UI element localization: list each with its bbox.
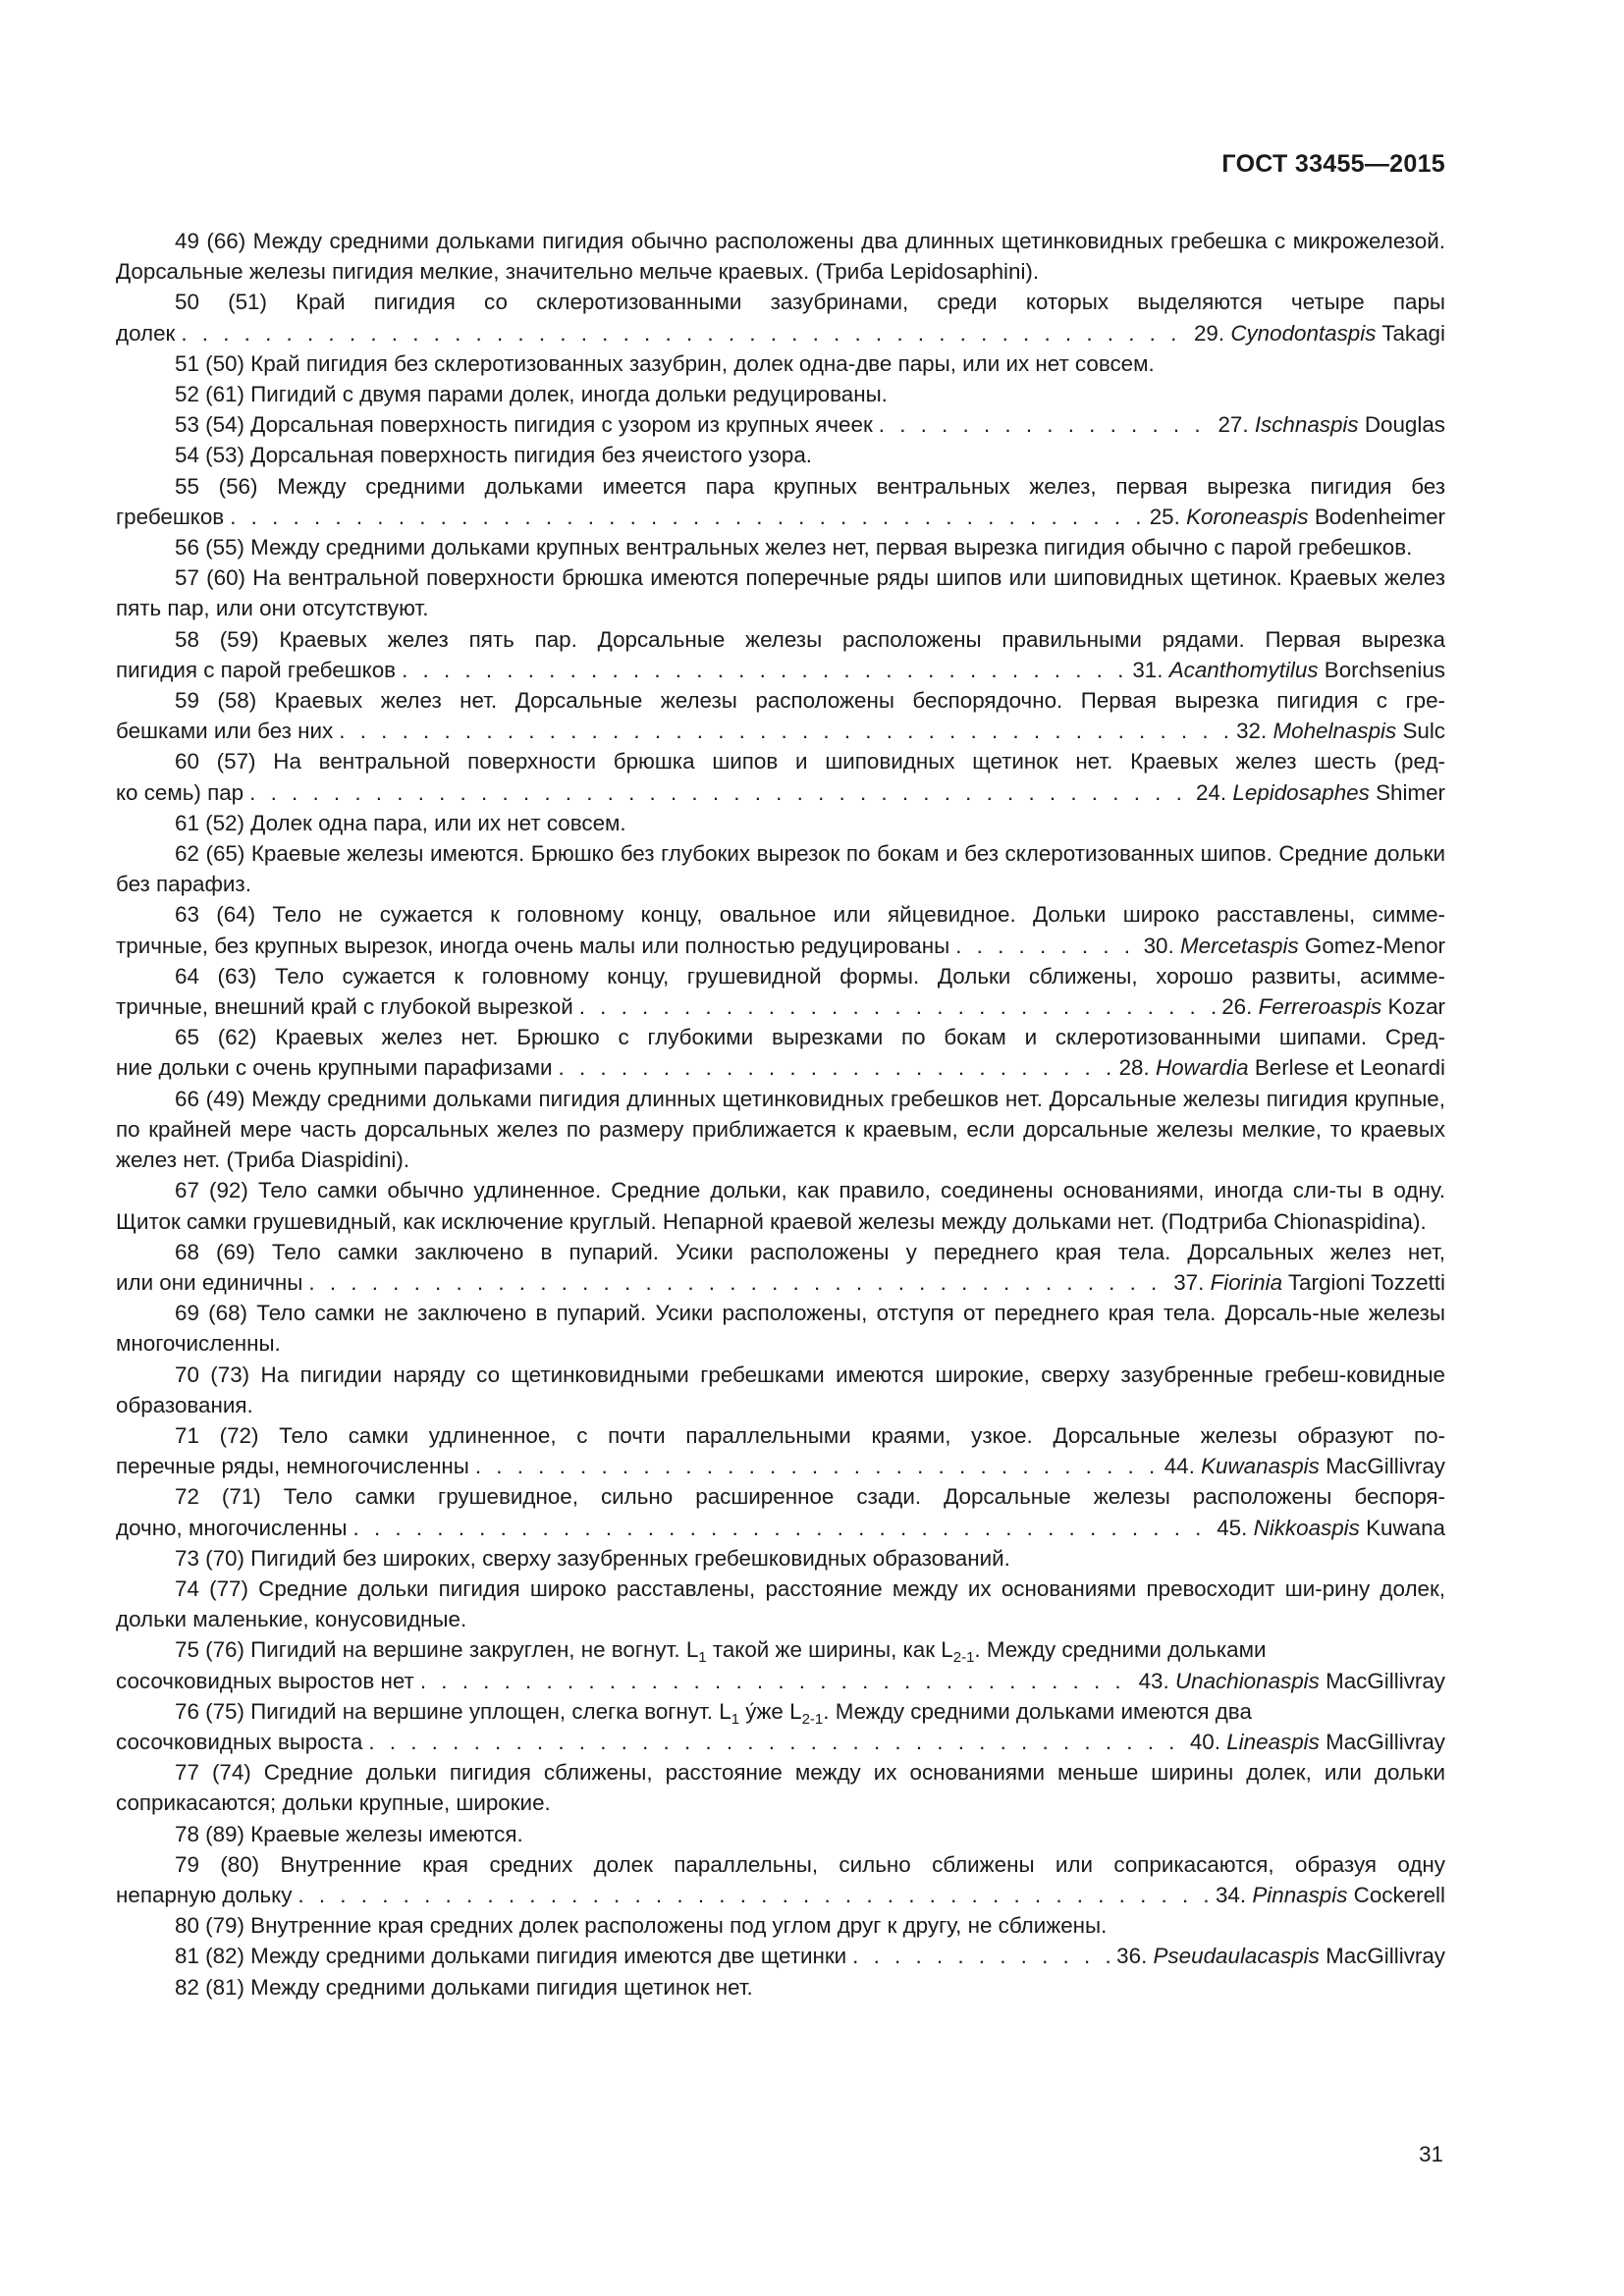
key-entry-text: 49 (66) Между средними дольками пигидия обычно расположены два длинных щетинковидных гребешка с микрожелезой. Дорсальные железы пигидия мелкие, значительно мельче краевых. (Триба Lepidosaphini).: [116, 229, 1445, 285]
key-entry: [116, 1819, 1445, 1849]
genus-reference: [1119, 1052, 1445, 1083]
key-entry-text: 51 (50) Край пигидия без склеротизованных зазубрин, долек одна-две пары, или их нет совсем.: [175, 350, 1155, 376]
key-entry-text: 80 (79) Внутренние края средних долек расположены под углом друг к другу, не сближены.: [175, 1913, 1108, 1939]
key-entry-text: 50 (51) Край пигидия со склеротизованными зазубринами, среди которых выделяются четыре пары: [175, 290, 1445, 315]
key-entry-text: 69 (68) Тело самки не заключено в пупарий. Усики расположены, отступя от переднего края тела. Дорсаль-ные железы многочисленны.: [116, 1301, 1445, 1357]
leader-line: [116, 409, 1445, 440]
leader-line: [116, 1451, 1445, 1481]
genus-reference: [1164, 1451, 1445, 1481]
entry-text-b: такой же ширины, как L: [706, 1637, 953, 1663]
reference-number: 30.: [1143, 933, 1174, 958]
genus-reference: [1218, 409, 1445, 440]
leader-text: 81 (82) Между средними дольками пигидия имеются две щетинки: [175, 1944, 847, 1969]
genus-author: Douglas: [1364, 412, 1445, 438]
key-entry: [116, 1237, 1445, 1298]
genus-name: Lineaspis: [1226, 1729, 1320, 1754]
key-entry-text: 72 (71) Тело самки грушевидное, сильно расширенное сзади. Дорсальные железы расположены беспоря-: [175, 1484, 1445, 1510]
leader-text: сосочковидных выроста: [116, 1729, 363, 1754]
leader-text: сосочковидных выростов нет: [116, 1668, 414, 1693]
genus-reference: [1217, 1513, 1445, 1543]
key-entry: [116, 287, 1445, 347]
key-entry-text: 82 (81) Между средними дольками пигидия щетинок нет.: [175, 1974, 753, 2000]
entry-text-a: 75 (76) Пигидий на вершине закруглен, не вогнут. L: [175, 1637, 699, 1663]
genus-name: Pseudaulacaspis: [1153, 1944, 1320, 1969]
dot-leader: [249, 777, 1190, 808]
subscript: 1: [731, 1710, 740, 1728]
key-entry-text: 58 (59) Краевых желез пять пар. Дорсальные железы расположены правильными рядами. Первая вырезка: [175, 626, 1445, 652]
dot-leader: [559, 1052, 1113, 1083]
key-entry-text: 59 (58) Краевых желез нет. Дорсальные железы расположены беспорядочно. Первая вырезка пигидия с гре-: [175, 688, 1445, 714]
reference-number: 26.: [1221, 994, 1253, 1020]
key-entry-text: 60 (57) На вентральной поверхности брюшка шипов и шиповидных щетинок нет. Краевых желез шесть (ред-: [175, 749, 1445, 774]
dot-leader: [298, 1880, 1210, 1910]
leader-line: [116, 991, 1445, 1022]
key-entry: [116, 1481, 1445, 1542]
reference-number: 24.: [1196, 779, 1227, 805]
genus-author: Kozar: [1387, 994, 1445, 1020]
genus-reference: [1216, 1880, 1445, 1910]
key-entry-text: 61 (52) Долек одна пара, или их нет совсем.: [175, 810, 626, 835]
key-entry-text: 71 (72) Тело самки удлиненное, с почти параллельными краями, узкое. Дорсальные железы образуют по-: [175, 1422, 1445, 1448]
key-entry-text: 74 (77) Средние дольки пигидия широко расставлены, расстояние между их основаниями превосходит ши-рину долек, дольки маленькие, конусовидные.: [116, 1575, 1445, 1632]
reference-number: 31.: [1132, 657, 1164, 682]
key-entry: [116, 1084, 1445, 1176]
genus-author: Borchsenius: [1324, 657, 1445, 682]
genus-name: Mercetaspis: [1179, 933, 1299, 958]
reference-number: 40.: [1189, 1729, 1220, 1754]
key-entry-text: 52 (61) Пигидий с двумя парами долек, иногда дольки редуцированы.: [175, 382, 888, 407]
genus-name: Nikkoaspis: [1253, 1515, 1360, 1540]
reference-number: 37.: [1173, 1269, 1205, 1295]
key-entry-text: [116, 1696, 1445, 1727]
key-entry-text: 55 (56) Между средними дольками имеется пара крупных вентральных желез, первая вырезка пигидия без: [175, 473, 1445, 499]
genus-reference: [1132, 655, 1445, 685]
dot-leader: [420, 1666, 1133, 1696]
genus-author: Takagi: [1381, 320, 1445, 346]
key-entry: [116, 1757, 1445, 1818]
dot-leader: [230, 502, 1144, 532]
key-entry-text: 68 (69) Тело самки заключено в пупарий. Усики расположены у переднего края тела. Дорсальных желез нет,: [175, 1239, 1445, 1264]
dot-leader: [879, 409, 1213, 440]
key-entry: [116, 1849, 1445, 1910]
dot-leader: [339, 716, 1230, 746]
genus-reference: [1173, 1267, 1445, 1298]
leader-text: бешками или без них: [116, 719, 334, 744]
leader-line: [116, 1267, 1445, 1298]
key-entry: [116, 808, 1445, 838]
key-entry: [116, 899, 1445, 960]
dot-leader: [579, 991, 1216, 1022]
key-entry: [116, 1360, 1445, 1420]
subscript: 2-1: [801, 1710, 824, 1728]
key-entry: [116, 471, 1445, 532]
genus-name: Koroneaspis: [1186, 504, 1309, 529]
key-entry: [116, 838, 1445, 899]
document-header: ГОСТ 33455—2015: [1221, 150, 1445, 178]
dot-leader: [402, 655, 1126, 685]
key-entry-text: 62 (65) Краевые железы имеются. Брюшко без глубоких вырезок по бокам и без склеротизованных шипов. Средние дольки без парафиз.: [116, 841, 1445, 897]
leader-line: [116, 1052, 1445, 1083]
key-entry: [116, 624, 1445, 685]
leader-line: [116, 1727, 1445, 1757]
key-entry-text: 63 (64) Тело не сужается к головному концу, овальное или яйцевидное. Дольки широко расставлены, симме-: [175, 902, 1445, 928]
key-entry: [116, 562, 1445, 623]
reference-number: 34.: [1215, 1882, 1247, 1907]
key-entry-text: 73 (70) Пигидий без широких, сверху зазубренных гребешковидных образований.: [175, 1545, 1010, 1571]
page-number: 31: [1419, 2142, 1443, 2166]
genus-author: Shimer: [1376, 779, 1445, 805]
leader-line: [116, 777, 1445, 808]
dot-leader: [852, 1941, 1110, 1971]
key-entry: [116, 1175, 1445, 1236]
key-entry: [116, 226, 1445, 287]
key-entry-text: 77 (74) Средние дольки пигидия сближены, расстояние между их основаниями меньше ширины долек, или дольки соприкасаются; дольки крупные, широкие.: [116, 1760, 1445, 1816]
leader-text: ко семь) пар: [116, 779, 244, 805]
genus-reference: [1236, 716, 1445, 746]
dot-leader: [308, 1267, 1167, 1298]
genus-name: Unachionaspis: [1174, 1668, 1320, 1693]
key-entry: [116, 1298, 1445, 1359]
leader-line: [116, 1513, 1445, 1543]
leader-line: [116, 716, 1445, 746]
leader-text: 53 (54) Дорсальная поверхность пигидия с узором из крупных ячеек: [175, 412, 873, 438]
key-entry: [116, 961, 1445, 1022]
key-entry-text: 78 (89) Краевые железы имеются.: [175, 1821, 523, 1846]
key-entry: [116, 1972, 1445, 2002]
key-entry: [116, 685, 1445, 746]
key-entry-text: [116, 1634, 1445, 1665]
key-entry-text: 64 (63) Тело сужается к головному концу, грушевидной формы. Дольки сближены, хорошо развиты, асимме-: [175, 963, 1445, 988]
leader-text: тричные, внешний край с глубокой вырезкой: [116, 994, 573, 1020]
genus-name: Mohelnaspis: [1272, 719, 1397, 744]
key-entry: [116, 1543, 1445, 1574]
leader-text: пигидия с парой гребешков: [116, 657, 397, 682]
genus-name: Howardia: [1155, 1055, 1249, 1081]
reference-number: 27.: [1218, 412, 1249, 438]
genus-author: Bodenheimer: [1314, 504, 1445, 529]
entry-text-c: . Между средними дольками имеются два: [823, 1698, 1252, 1724]
genus-reference: [1194, 318, 1445, 348]
genus-reference: [1150, 502, 1445, 532]
genus-author: Kuwana: [1366, 1515, 1445, 1540]
genus-name: Acanthomytilus: [1168, 657, 1319, 682]
genus-reference: [1139, 1666, 1445, 1696]
genus-author: Gomez-Menor: [1304, 933, 1445, 958]
genus-author: Cockerell: [1353, 1882, 1445, 1907]
entry-text-a: 76 (75) Пигидий на вершине уплощен, слегка вогнут. L: [175, 1698, 731, 1724]
key-entry: [116, 1022, 1445, 1083]
reference-number: 36.: [1116, 1944, 1148, 1969]
genus-author: MacGillivray: [1326, 1668, 1445, 1693]
subscript: 2-1: [952, 1649, 975, 1667]
leader-text: ние дольки с очень крупными парафизами: [116, 1055, 553, 1081]
leader-text: гребешков: [116, 504, 225, 529]
leader-text: тричные, без крупных вырезок, иногда очень малы или полностью редуцированы: [116, 933, 950, 958]
genus-author: Sulc: [1402, 719, 1445, 744]
key-entry-text: 66 (49) Между средними дольками пигидия длинных щетинковидных гребешков нет. Дорсальные железы пигидия крупные, по крайней мере часть дорсальных желез по размеру приближается к краевым, если дорсальные железы мелкие, то краевых желез нет. (Триба Diaspidini).: [116, 1086, 1445, 1173]
genus-reference: [1144, 931, 1445, 961]
reference-number: 43.: [1138, 1668, 1169, 1693]
key-entry-text: 54 (53) Дорсальная поверхность пигидия без ячеистого узора.: [175, 443, 813, 468]
key-entry-text: 65 (62) Краевых желез нет. Брюшко с глубокими вырезками по бокам и склеротизованными шипами. Сред-: [175, 1025, 1445, 1050]
key-entry: [116, 1941, 1445, 1971]
reference-number: 29.: [1193, 320, 1225, 346]
leader-line: [116, 931, 1445, 961]
genus-reference: [1196, 777, 1445, 808]
entry-text-c: . Между средними дольками: [974, 1637, 1267, 1663]
key-entry-text: 67 (92) Тело самки обычно удлиненное. Средние дольки, как правило, соединены основаниями, иногда сли-ты в одну. Щиток самки грушевидный, как исключение круглый. Непарной краевой железы между дольками нет. (Подтриба Chionaspidina).: [116, 1178, 1445, 1234]
key-entry: [116, 409, 1445, 440]
genus-author: MacGillivray: [1326, 1944, 1445, 1969]
genus-reference: [1221, 991, 1445, 1022]
leader-line: [116, 318, 1445, 348]
genus-name: Fiorinia: [1210, 1269, 1283, 1295]
entry-text-b: у́же L: [739, 1698, 802, 1724]
dot-leader: [353, 1513, 1212, 1543]
leader-text: непарную дольку: [116, 1882, 293, 1907]
key-entry: [116, 1574, 1445, 1634]
leader-text: долек: [116, 320, 176, 346]
key-entry: [116, 1696, 1445, 1757]
leader-line: [116, 1941, 1445, 1971]
key-entry: [116, 746, 1445, 807]
dot-leader: [181, 318, 1188, 348]
genus-reference: [1190, 1727, 1445, 1757]
genus-author: Targioni Tozzetti: [1287, 1269, 1445, 1295]
leader-line: [116, 502, 1445, 532]
identification-key: [116, 226, 1445, 2002]
leader-line: [116, 1880, 1445, 1910]
genus-name: Ischnaspis: [1254, 412, 1359, 438]
leader-line: [116, 1666, 1445, 1696]
key-entry: [116, 1634, 1445, 1695]
reference-number: 45.: [1217, 1515, 1248, 1540]
genus-author: Berlese et Leonardi: [1254, 1055, 1445, 1081]
reference-number: 44.: [1164, 1454, 1195, 1479]
key-entry: [116, 379, 1445, 409]
dot-leader: [368, 1727, 1184, 1757]
key-entry: [116, 1910, 1445, 1941]
key-entry: [116, 532, 1445, 562]
genus-reference: [1116, 1941, 1445, 1971]
key-entry: [116, 1420, 1445, 1481]
genus-author: MacGillivray: [1326, 1454, 1445, 1479]
key-entry-text: 70 (73) На пигидии наряду со щетинковидными гребешками имеются широкие, сверху зазубренные гребеш-ковидные образования.: [116, 1362, 1445, 1417]
leader-text: дочно, многочисленны: [116, 1515, 348, 1540]
dot-leader: [955, 931, 1137, 961]
genus-name: Cynodontaspis: [1230, 320, 1377, 346]
leader-text: или они единичны: [116, 1269, 303, 1295]
genus-name: Lepidosaphes: [1232, 779, 1370, 805]
key-entry: [116, 440, 1445, 470]
genus-name: Ferreroaspis: [1258, 994, 1382, 1020]
key-entry-text: 79 (80) Внутренние края средних долек параллельны, сильно сближены или соприкасаются, образуя одну: [175, 1851, 1445, 1877]
genus-name: Pinnaspis: [1252, 1882, 1348, 1907]
leader-line: [116, 655, 1445, 685]
genus-name: Kuwanaspis: [1201, 1454, 1320, 1479]
genus-author: MacGillivray: [1326, 1729, 1445, 1754]
leader-text: перечные ряды, немногочисленны: [116, 1454, 469, 1479]
subscript: 1: [698, 1649, 707, 1667]
dot-leader: [475, 1451, 1159, 1481]
reference-number: 25.: [1149, 504, 1180, 529]
key-entry-text: 56 (55) Между средними дольками крупных вентральных желез нет, первая вырезка пигидия обычно с парой гребешков.: [175, 535, 1413, 561]
key-entry-text: 57 (60) На вентральной поверхности брюшка имеются поперечные ряды шипов или шиповидных щетинок. Краевых желез пять пар, или они отсутствуют.: [116, 565, 1445, 621]
reference-number: 32.: [1236, 719, 1268, 744]
reference-number: 28.: [1118, 1055, 1150, 1081]
key-entry: [116, 348, 1445, 379]
